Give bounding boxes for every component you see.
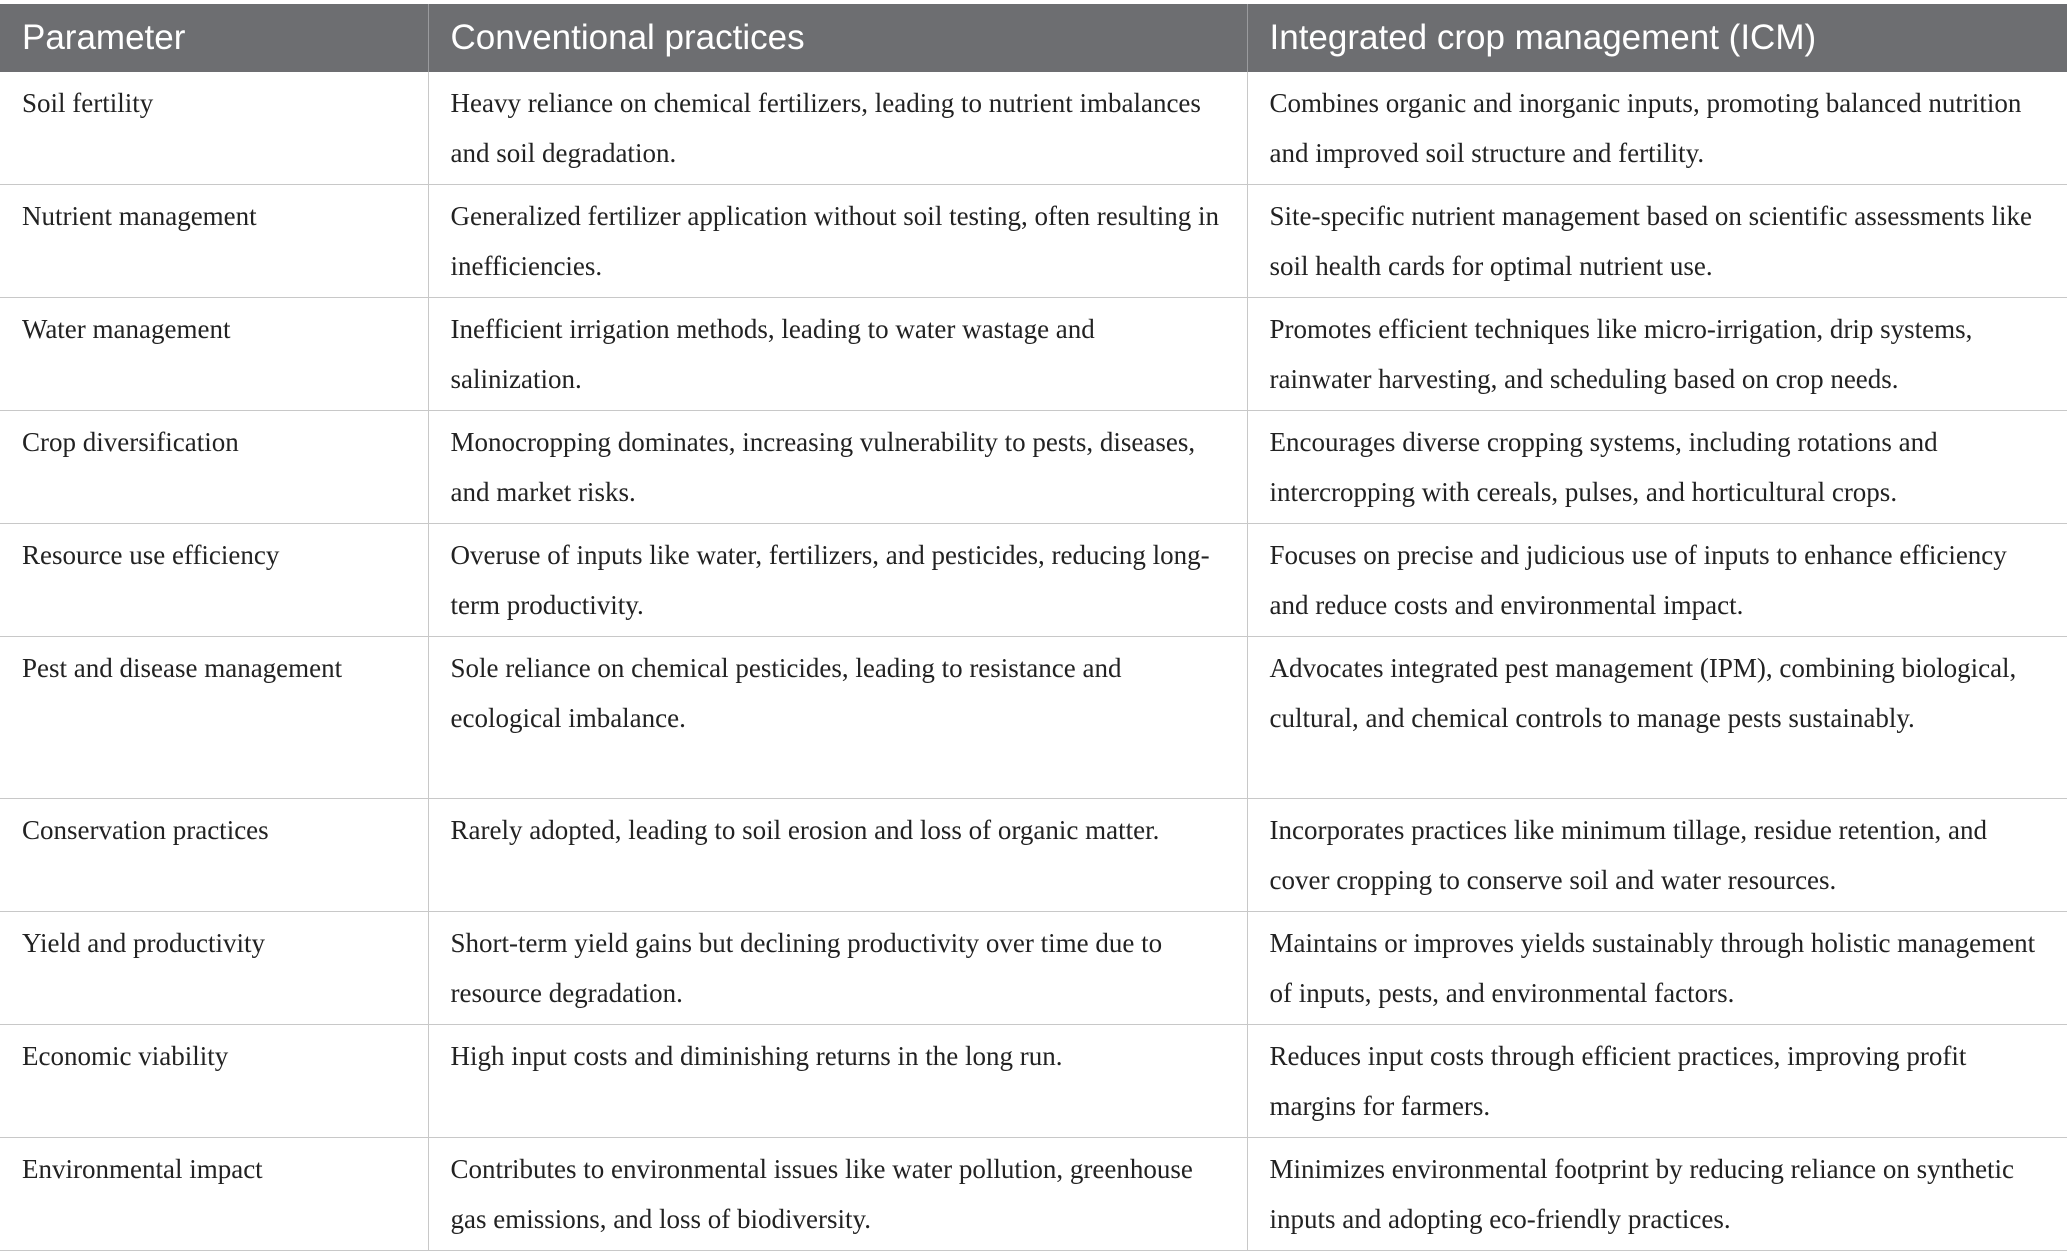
cell-parameter: Environmental impact [0,1138,428,1251]
table-row [0,411,2067,524]
cell-parameter: Economic viability [0,1025,428,1138]
cell-parameter: Crop diversification [0,411,428,524]
table-row [0,912,2067,1025]
table-row [0,185,2067,298]
cell-parameter: Nutrient management [0,185,428,298]
table-header [0,4,2067,72]
table-row [0,1025,2067,1138]
cell-conventional: Overuse of inputs like water, fertilizers, and pesticides, reducing long-term productivity. [428,524,1247,637]
cell-conventional: Generalized fertilizer application without soil testing, often resulting in inefficiencies. [428,185,1247,298]
cell-icm: Advocates integrated pest management (IPM), combining biological, cultural, and chemical controls to manage pests sustainably. [1247,637,2067,799]
cell-icm: Maintains or improves yields sustainably through holistic management of inputs, pests, and environmental factors. [1247,912,2067,1025]
header-icm: Integrated crop management (ICM) [1247,4,2067,72]
cell-parameter: Yield and productivity [0,912,428,1025]
cell-conventional: Sole reliance on chemical pesticides, leading to resistance and ecological imbalance. [428,637,1247,799]
table-row [0,524,2067,637]
cell-parameter: Pest and disease management [0,637,428,799]
cell-icm: Encourages diverse cropping systems, including rotations and intercropping with cereals, pulses, and horticultural crops. [1247,411,2067,524]
cell-icm: Site-specific nutrient management based on scientific assessments like soil health cards for optimal nutrient use. [1247,185,2067,298]
comparison-table [0,4,2067,1251]
cell-conventional: Monocropping dominates, increasing vulnerability to pests, diseases, and market risks. [428,411,1247,524]
cell-icm: Reduces input costs through efficient practices, improving profit margins for farmers. [1247,1025,2067,1138]
cell-icm: Incorporates practices like minimum tillage, residue retention, and cover cropping to conserve soil and water resources. [1247,799,2067,912]
table-row [0,72,2067,185]
table-row [0,799,2067,912]
header-row [0,4,2067,72]
cell-conventional: High input costs and diminishing returns in the long run. [428,1025,1247,1138]
cell-conventional: Short-term yield gains but declining productivity over time due to resource degradation. [428,912,1247,1025]
table-row [0,1138,2067,1251]
header-parameter: Parameter [0,4,428,72]
cell-conventional: Contributes to environmental issues like water pollution, greenhouse gas emissions, and loss of biodiversity. [428,1138,1247,1251]
table-row [0,637,2067,799]
cell-icm: Promotes efficient techniques like micro-irrigation, drip systems, rainwater harvesting, and scheduling based on crop needs. [1247,298,2067,411]
table-row [0,298,2067,411]
table-body [0,72,2067,1251]
cell-icm: Combines organic and inorganic inputs, promoting balanced nutrition and improved soil structure and fertility. [1247,72,2067,185]
cell-conventional: Heavy reliance on chemical fertilizers, leading to nutrient imbalances and soil degradation. [428,72,1247,185]
cell-conventional: Inefficient irrigation methods, leading to water wastage and salinization. [428,298,1247,411]
cell-parameter: Conservation practices [0,799,428,912]
cell-icm: Focuses on precise and judicious use of inputs to enhance efficiency and reduce costs and environmental impact. [1247,524,2067,637]
cell-icm: Minimizes environmental footprint by reducing reliance on synthetic inputs and adopting eco-friendly practices. [1247,1138,2067,1251]
cell-parameter: Soil fertility [0,72,428,185]
header-conventional: Conventional practices [428,4,1247,72]
cell-conventional: Rarely adopted, leading to soil erosion and loss of organic matter. [428,799,1247,912]
cell-parameter: Water management [0,298,428,411]
cell-parameter: Resource use efficiency [0,524,428,637]
